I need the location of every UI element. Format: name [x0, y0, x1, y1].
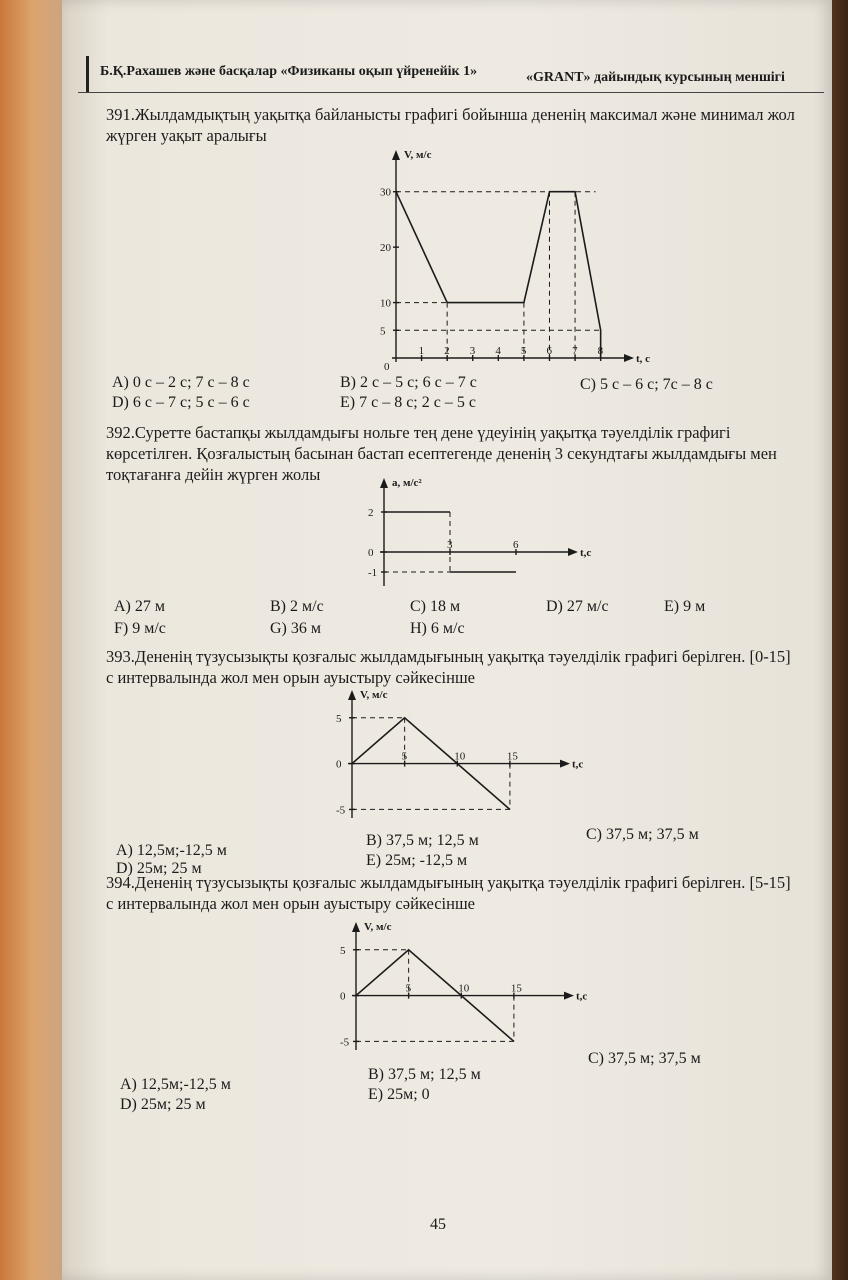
- question-392-text: 392.Суретте бастапқы жылдамдығы нольге тең дене үдеуінің уақытқа тәуелділік графигі көрсетілген. Қозғалыстың басынан бастап есептегенде дененің 3 секундтағы жылдамдығы мен тоқтағанға дейін жүрген жолы: [106, 423, 777, 484]
- answer-392-c: C) 18 м: [410, 598, 461, 615]
- y-tick-label: 5: [340, 944, 346, 957]
- answer-393-d: D) 25м; 25 м: [116, 860, 202, 877]
- y-tick-label: 5: [380, 325, 386, 338]
- answer-391-c: C) 5 с – 6 с; 7с – 8 с: [580, 376, 713, 393]
- x-tick-label: 4: [495, 345, 501, 357]
- x-axis-arrow: [568, 548, 578, 556]
- book-page: [62, 0, 832, 1280]
- y-tick-label: 5: [336, 712, 342, 725]
- x-tick-label: 5: [401, 750, 408, 763]
- chart-392: [360, 477, 592, 594]
- answer-392-e: E) 9 м: [664, 598, 706, 615]
- x-axis-label: t,с: [572, 758, 584, 771]
- x-tick-label: 3: [447, 539, 453, 551]
- x-tick-label: 1: [418, 345, 425, 357]
- answer-391-d: D) 6 с – 7 с; 5 с – 6 с: [112, 394, 250, 411]
- page-header: [78, 52, 824, 93]
- answer-392-f: F) 9 м/с: [114, 620, 166, 637]
- answer-393-c: C) 37,5 м; 37,5 м: [586, 826, 699, 843]
- header-left: Б.Қ.Рахашев және басқалар «Физиканы оқып үйренейік 1»: [100, 64, 478, 79]
- origin-label: 0: [384, 361, 390, 373]
- answer-392-b: B) 2 м/с: [270, 598, 324, 615]
- y-tick-label: 10: [380, 297, 391, 310]
- y-axis-arrow: [348, 690, 356, 700]
- x-axis-arrow: [624, 354, 634, 362]
- x-tick-label: 15: [506, 750, 518, 763]
- y-tick-label: 0: [340, 990, 346, 1003]
- x-tick-label: 10: [454, 750, 466, 763]
- y-axis-label: V, м/с: [404, 149, 432, 161]
- answer-392-g: G) 36 м: [270, 620, 322, 637]
- header-bar: [86, 56, 89, 92]
- answer-392-a: A) 27 м: [114, 598, 166, 615]
- answer-391-e: E) 7 с – 8 с; 2 с – 5 с: [340, 394, 476, 411]
- answer-393-a: A) 12,5м;-12,5 м: [116, 842, 227, 859]
- y-tick-label: 2: [368, 507, 374, 519]
- x-axis-label: t,с: [576, 990, 588, 1003]
- answer-391-b: B) 2 с – 5 с; 6 с – 7 с: [340, 374, 477, 391]
- x-axis-arrow: [560, 760, 570, 768]
- header-right: «GRANT» дайындық курсының меншігі: [526, 70, 785, 85]
- x-tick-label: 10: [458, 982, 470, 995]
- answer-394-c: C) 37,5 м; 37,5 м: [588, 1050, 701, 1067]
- y-axis-label: V, м/с: [360, 689, 388, 701]
- x-axis-label: t,с: [580, 547, 592, 559]
- x-axis-arrow: [564, 992, 574, 1000]
- chart-391: [330, 144, 660, 380]
- answer-394-e: E) 25м; 0: [368, 1086, 430, 1103]
- answer-391-a: A) 0 с – 2 с; 7 с – 8 с: [112, 374, 250, 391]
- chart-394: [334, 918, 604, 1068]
- y-axis-label: V, м/с: [364, 921, 392, 933]
- page-number: 45: [430, 1216, 446, 1233]
- question-391-text: 391.Жылдамдықтың уақытқа байланысты графигі бойынша дененің максимал және минимал жол жүрген уақыт аралығы: [106, 105, 795, 145]
- x-tick-label: 3: [469, 345, 476, 357]
- x-tick-label: 7: [572, 345, 578, 357]
- y-axis-label: a, м/с²: [392, 477, 422, 489]
- x-axis-label: t, с: [636, 353, 651, 365]
- y-tick-label: 0: [368, 547, 374, 559]
- y-axis-arrow: [352, 922, 360, 932]
- answer-392-d: D) 27 м/с: [546, 598, 609, 615]
- answer-392-h: H) 6 м/с: [410, 620, 465, 637]
- y-tick-label: 30: [380, 186, 391, 199]
- x-tick-label: 8: [597, 345, 604, 357]
- velocity-line: [396, 192, 601, 358]
- answer-393-e: E) 25м; -12,5 м: [366, 852, 468, 869]
- y-tick-label: -5: [336, 804, 346, 817]
- answer-394-d: D) 25м; 25 м: [120, 1096, 206, 1113]
- y-tick-label: 0: [336, 758, 342, 771]
- x-tick-label: 15: [510, 982, 522, 995]
- y-axis-arrow: [380, 478, 388, 488]
- question-393-text: 393.Дененің түзусызықты қозғалыс жылдамдығының уақытқа тәуелділік графигі берілген. [0-15] с интервалында жол мен орын ауыстыру сәйкесінше: [106, 647, 791, 687]
- x-tick-label: 5: [520, 345, 527, 357]
- y-tick-label: 20: [380, 242, 391, 255]
- x-tick-label: 2: [444, 345, 450, 357]
- y-axis-arrow: [392, 150, 400, 160]
- answer-393-b: B) 37,5 м; 12,5 м: [366, 832, 479, 849]
- y-tick-label: -1: [368, 567, 378, 579]
- chart-393: [330, 686, 600, 836]
- x-tick-label: 6: [513, 539, 519, 551]
- answer-394-b: B) 37,5 м; 12,5 м: [368, 1066, 481, 1083]
- y-tick-label: -5: [340, 1036, 350, 1049]
- x-tick-label: 6: [546, 345, 552, 357]
- question-394-text: 394.Дененің түзусызықты қозғалыс жылдамдығының уақытқа тәуелділік графигі берілген. [5-15] с интервалында жол мен орын ауыстыру сәйкесінше: [106, 873, 791, 913]
- answer-394-a: A) 12,5м;-12,5 м: [120, 1076, 231, 1093]
- x-tick-label: 5: [405, 982, 412, 995]
